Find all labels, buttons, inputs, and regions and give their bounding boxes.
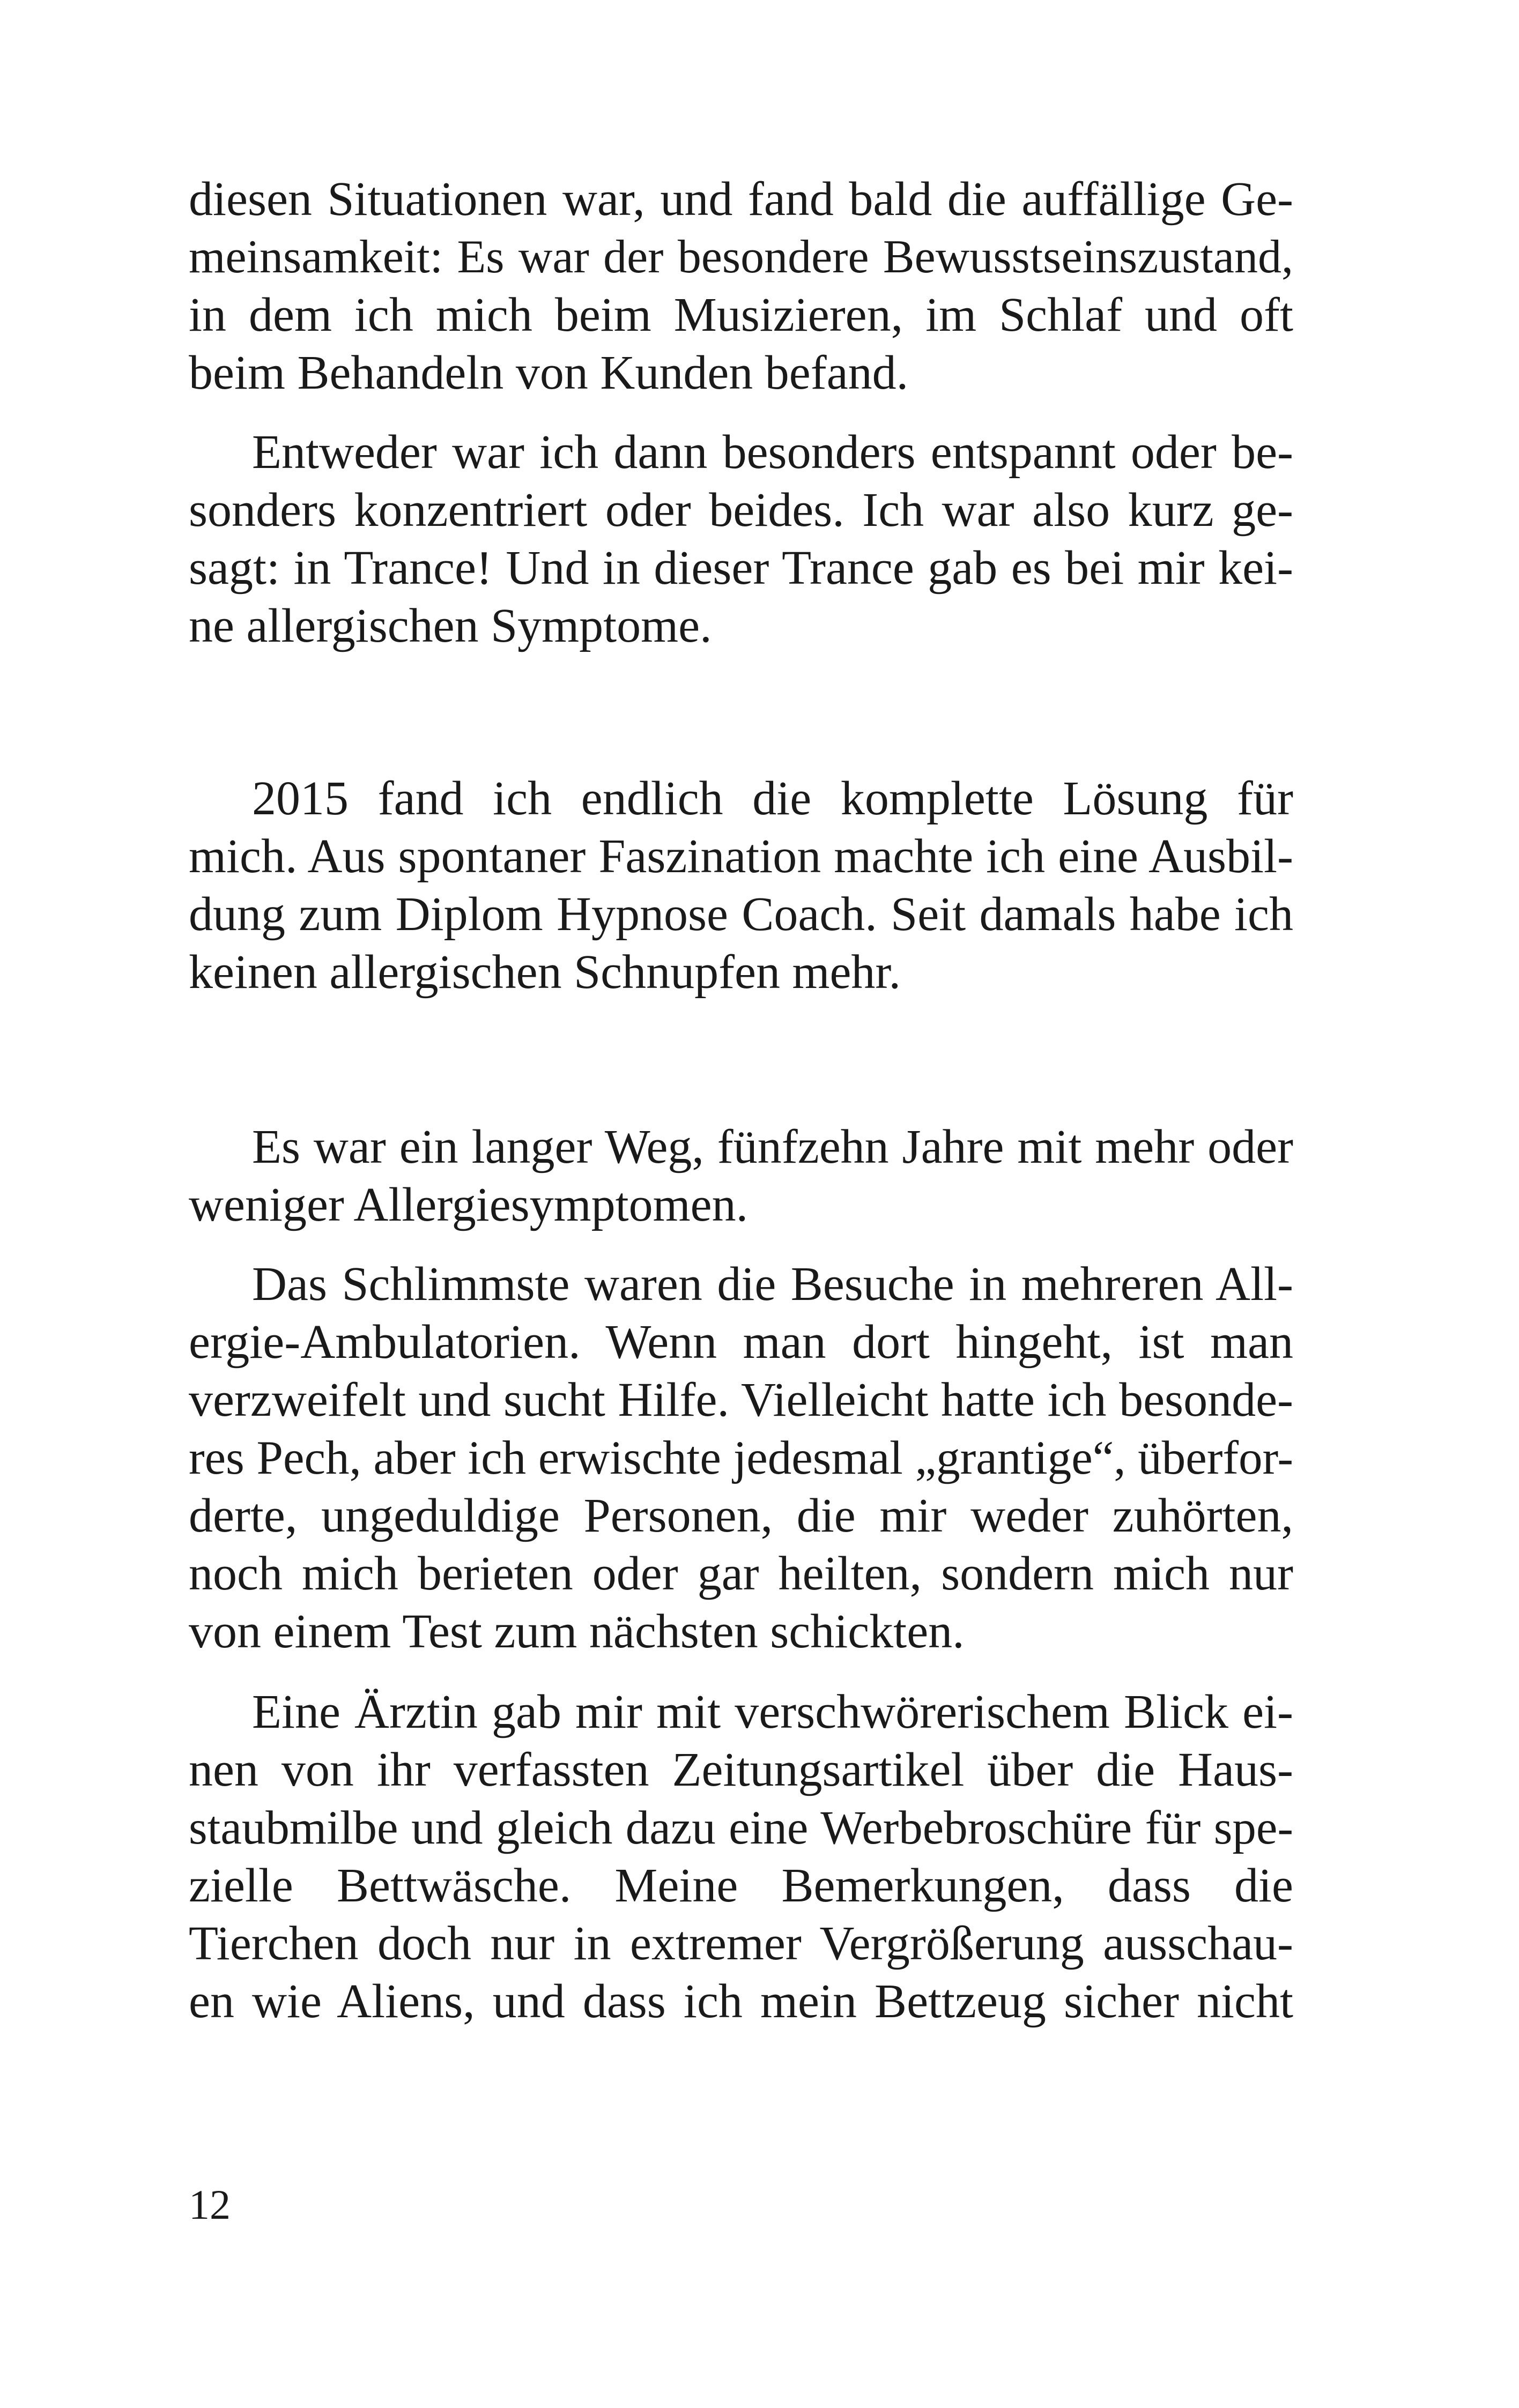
paragraph-4 [189,1118,1293,1234]
paragraph-2 [189,423,1293,655]
text-line: zielle Bettwäsche. Meine Bemerkungen, dass die [189,1859,1293,1912]
text-line: Entweder war ich dann besonders entspannt oder be- [252,426,1293,479]
text-line: verzweifelt und sucht Hilfe. Vielleicht hatte ich besonde- [189,1373,1293,1426]
text-line: res Pech, aber ich erwischte jedesmal „grantige“, überfor- [189,1432,1293,1484]
text-line: mich. Aus spontaner Faszination machte ich eine Ausbil- [189,830,1293,883]
text-line: ergie-Ambulatorien. Wenn man dort hingeht, ist man [189,1316,1293,1369]
text-line: sagt: in Trance! Und in dieser Trance gab es bei mir kei- [189,541,1293,594]
text-line: dung zum Diplom Hypnose Coach. Seit damals habe ich [189,888,1293,941]
paragraph-6 [189,1683,1293,2031]
text-line: beim Behandeln von Kunden befand. [189,346,909,399]
text-line: von einem Test zum nächsten schickten. [189,1605,965,1658]
text-line: noch mich berieten oder gar heilten, sondern mich nur [189,1547,1293,1600]
text-line: staubmilbe und gleich dazu eine Werbebroschüre für spe- [189,1802,1293,1854]
text-line: ne allergischen Symptome. [189,599,712,652]
paragraph-1 [189,170,1293,402]
text-line: in dem ich mich beim Musizieren, im Schlaf und oft [189,288,1293,341]
text-line: sonders konzentriert oder beides. Ich war also kurz ge- [189,484,1293,537]
page-number: 12 [189,2181,231,2228]
text-line: Es war ein langer Weg, fünfzehn Jahre mit mehr oder [252,1120,1293,1173]
text-line: nen von ihr verfassten Zeitungsartikel über die Haus- [189,1743,1293,1796]
paragraph-5 [189,1255,1293,1661]
text-line: weniger Allergiesymptomen. [189,1178,749,1231]
paragraph-3 [189,770,1293,1001]
text-line: keinen allergischen Schnupfen mehr. [189,946,901,999]
text-line: 2015 fand ich endlich die komplette Lösung für [252,772,1293,825]
text-line: Tierchen doch nur in extremer Vergrößerung ausschau- [189,1917,1293,1970]
text-line: derte, ungeduldige Personen, die mir weder zuhörten, [189,1489,1293,1542]
text-line: en wie Aliens, und dass ich mein Bettzeug sicher nicht [189,1975,1293,2028]
text-line: Eine Ärztin gab mir mit verschwörerischem Blick ei- [252,1685,1293,1738]
text-line: meinsamkeit: Es war der besondere Bewusstseinszustand, [189,231,1293,283]
text-line: Das Schlimmste waren die Besuche in mehreren All- [252,1258,1293,1311]
text-line: diesen Situationen war, und fand bald die auffällige Ge- [189,173,1293,226]
